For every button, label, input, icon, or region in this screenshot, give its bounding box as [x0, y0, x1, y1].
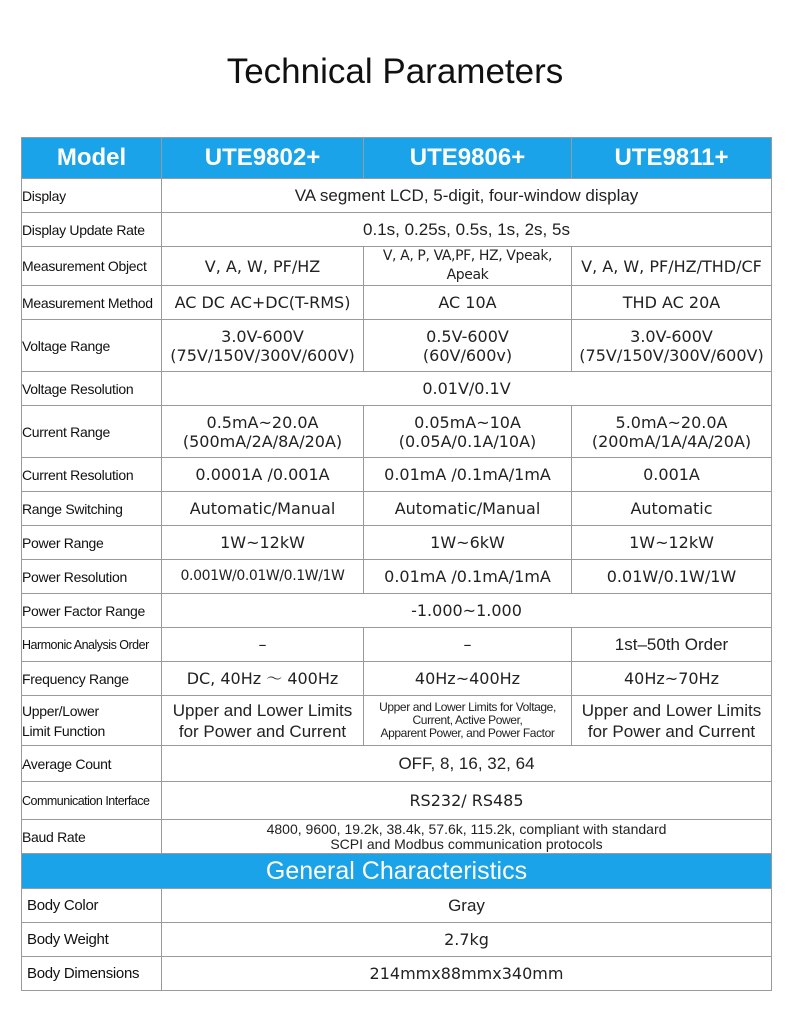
cell-line: Upper and Lower Limits [581, 700, 762, 720]
row-limit-function [22, 696, 772, 746]
row-label: Current Resolution [22, 458, 162, 492]
cell-ute9802: DC, 40Hz ～ 400Hz [162, 662, 364, 696]
cell-ute9802: Automatic/Manual [162, 492, 364, 526]
cell-line: (60V/600v) [422, 345, 513, 365]
row-power-range [22, 526, 772, 560]
cell-ute9802: V, A, W, PF/HZ [162, 247, 364, 286]
cell-line: 3.0V-600V [630, 326, 713, 346]
cell-ute9802: – [162, 628, 364, 662]
row-label: Body Color [22, 889, 162, 923]
cell-ute9811: Automatic [572, 492, 772, 526]
row-measurement-object [22, 247, 772, 286]
cell-ute9811: V, A, W, PF/HZ/THD/CF [572, 247, 772, 286]
cell-line: (0.05A/0.1A/10A) [398, 431, 537, 451]
row-label: Average Count [22, 746, 162, 782]
cell-line: 4800, 9600, 19.2k, 38.4k, 57.6k, 115.2k, compliant with standard [266, 820, 667, 837]
row-current-range [22, 406, 772, 458]
cell-line: (75V/150V/300V/600V) [579, 345, 764, 365]
row-frequency-range [22, 662, 772, 696]
cell-ute9802: 1W~12kW [162, 526, 364, 560]
row-label: Power Resolution [22, 560, 162, 594]
row-average-count [22, 746, 772, 782]
row-label: Measurement Method [22, 286, 162, 320]
row-value: 0.01V/0.1V [162, 372, 772, 406]
row-body-weight [22, 923, 772, 957]
header-ute9802: UTE9802+ [162, 138, 364, 179]
cell-ute9806: 0.01mA /0.1mA/1mA [364, 560, 572, 594]
cell-ute9806 [364, 696, 572, 746]
cell-ute9806 [364, 406, 572, 458]
cell-ute9802: AC DC AC+DC(T-RMS) [162, 286, 364, 320]
cell-line: 0.5mA~20.0A [206, 412, 319, 432]
cell-ute9811 [572, 406, 772, 458]
row-measurement-method [22, 286, 772, 320]
cell-line: 0.05mA~10A [414, 412, 521, 432]
cell-ute9806: 0.01mA /0.1mA/1mA [364, 458, 572, 492]
row-voltage-resolution [22, 372, 772, 406]
general-characteristics-band [22, 854, 772, 889]
row-communication [22, 782, 772, 820]
cell-line: for Power and Current [587, 721, 756, 741]
row-value [162, 820, 772, 854]
label-line: Upper/Lower [22, 702, 99, 719]
cell-line: Current, Active Power, [412, 713, 523, 727]
row-body-dimensions [22, 957, 772, 991]
row-update-rate [22, 213, 772, 247]
row-value: OFF, 8, 16, 32, 64 [162, 746, 772, 782]
header-ute9811: UTE9811+ [572, 138, 772, 179]
cell-ute9811: 0.01W/0.1W/1W [572, 560, 772, 594]
row-power-resolution [22, 560, 772, 594]
cell-ute9811 [572, 320, 772, 372]
cell-line: for Power and Current [178, 721, 347, 741]
cell-ute9811 [572, 696, 772, 746]
row-value: 214mmx88mmx340mm [162, 957, 772, 991]
row-label: Measurement Object [22, 247, 162, 286]
row-current-resolution [22, 458, 772, 492]
row-label: Display Update Rate [22, 213, 162, 247]
cell-ute9806: 1W~6kW [364, 526, 572, 560]
cell-ute9811: 1W~12kW [572, 526, 772, 560]
row-label: Range Switching [22, 492, 162, 526]
row-value: 2.7kg [162, 923, 772, 957]
header-ute9806: UTE9806+ [364, 138, 572, 179]
cell-ute9802 [162, 320, 364, 372]
row-voltage-range [22, 320, 772, 372]
cell-line: Apparent Power, and Power Factor [380, 726, 555, 740]
row-label: Body Dimensions [22, 957, 162, 991]
row-label: Harmonic Analysis Order [22, 628, 162, 662]
cell-line: 0.5V-600V [426, 326, 509, 346]
cell-line: (200mA/1A/4A/20A) [591, 431, 752, 451]
row-label [22, 696, 162, 746]
cell-ute9806: V, A, P, VA,PF, HZ, Vpeak, Apeak [364, 247, 572, 286]
cell-ute9811: 40Hz~70Hz [572, 662, 772, 696]
row-value: 0.1s, 0.25s, 0.5s, 1s, 2s, 5s [162, 213, 772, 247]
cell-ute9802 [162, 696, 364, 746]
cell-line: Upper and Lower Limits [172, 700, 353, 720]
cell-line: SCPI and Modbus communication protocols [330, 835, 603, 852]
row-baud-rate [22, 820, 772, 854]
general-heading: General Characteristics [22, 854, 772, 889]
row-harmonic-order [22, 628, 772, 662]
cell-line: (75V/150V/300V/600V) [170, 345, 355, 365]
cell-ute9806 [364, 320, 572, 372]
cell-line: Upper and Lower Limits for Voltage, [379, 700, 556, 714]
cell-ute9802: 0.0001A /0.001A [162, 458, 364, 492]
row-value: RS232/ RS485 [162, 782, 772, 820]
row-display [22, 179, 772, 213]
cell-ute9806: Automatic/Manual [364, 492, 572, 526]
row-body-color [22, 889, 772, 923]
cell-line: 5.0mA~20.0A [615, 412, 728, 432]
cell-ute9802: 0.001W/0.01W/0.1W/1W [162, 560, 364, 594]
label-line: Limit Function [22, 722, 105, 739]
row-label: Display [22, 179, 162, 213]
cell-ute9811: THD AC 20A [572, 286, 772, 320]
page-title: Technical Parameters [226, 52, 564, 91]
cell-ute9811: 1st–50th Order [572, 628, 772, 662]
row-label: Power Factor Range [22, 594, 162, 628]
row-value: VA segment LCD, 5-digit, four-window display [162, 179, 772, 213]
cell-line: 3.0V-600V [221, 326, 304, 346]
row-value: -1.000~1.000 [162, 594, 772, 628]
row-label: Voltage Resolution [22, 372, 162, 406]
cell-ute9806: 40Hz~400Hz [364, 662, 572, 696]
row-label: Body Weight [22, 923, 162, 957]
row-label: Voltage Range [22, 320, 162, 372]
cell-ute9802 [162, 406, 364, 458]
header-model: Model [22, 138, 162, 179]
spec-table [21, 137, 772, 991]
row-label: Power Range [22, 526, 162, 560]
row-range-switching [22, 492, 772, 526]
row-label: Communication Interface [22, 782, 162, 820]
cell-ute9811: 0.001A [572, 458, 772, 492]
cell-ute9806: – [364, 628, 572, 662]
row-power-factor-range [22, 594, 772, 628]
header-row [22, 138, 772, 179]
cell-line: (500mA/2A/8A/20A) [182, 431, 343, 451]
row-value: Gray [162, 889, 772, 923]
row-label: Baud Rate [22, 820, 162, 854]
row-label: Frequency Range [22, 662, 162, 696]
row-label: Current Range [22, 406, 162, 458]
cell-ute9806: AC 10A [364, 286, 572, 320]
